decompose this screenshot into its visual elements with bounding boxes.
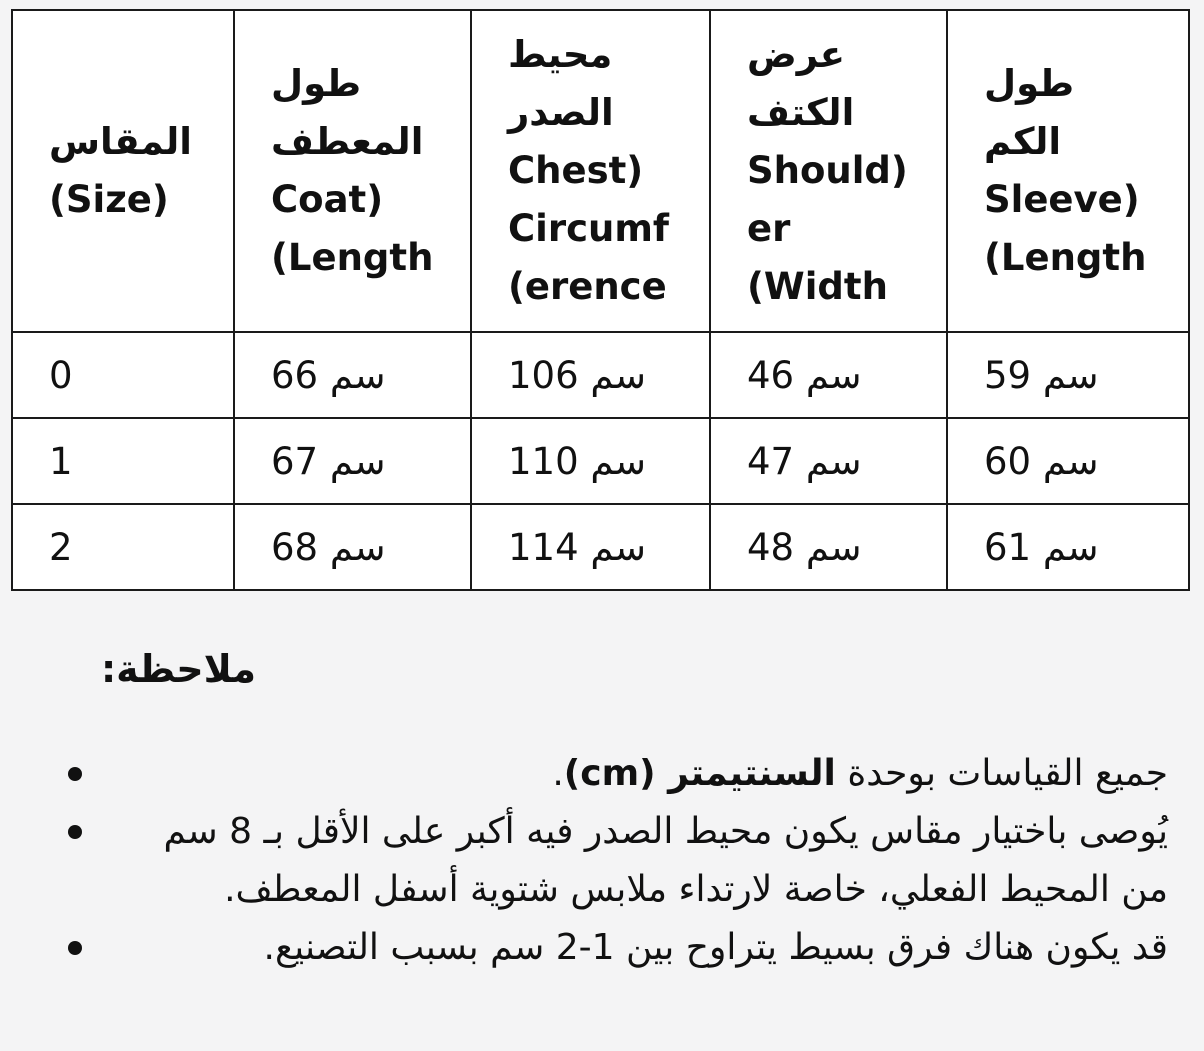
note-item-text: يُوصى باختيار مقاس يكون محيط الصدر فيه أكبر على الأقل بـ 8 سم من المحيط الفعلي، خاصة لارتداء ملابس شتوية أسفل المعطف. [163, 811, 1168, 910]
list-item [58, 745, 1168, 803]
header-line: الكتف [747, 91, 855, 134]
table-row [12, 504, 1189, 590]
bullet-icon [68, 767, 82, 781]
header-line: Chest) [508, 149, 644, 192]
cell-shoulder-width: 46 سم [710, 332, 947, 418]
list-item [58, 803, 1168, 919]
table-row [12, 418, 1189, 504]
header-coat-length [234, 10, 471, 332]
header-line: Should) [747, 149, 908, 192]
cell-coat-length: 68 سم [234, 504, 471, 590]
cell-size: 0 [12, 332, 234, 418]
cell-sleeve-length: 59 سم [947, 332, 1189, 418]
header-line: (erence [508, 265, 667, 308]
cell-coat-length: 66 سم [234, 332, 471, 418]
header-line: المقاس [49, 120, 192, 163]
header-line: الكم [984, 120, 1062, 163]
header-line: المعطف [271, 120, 424, 163]
cell-size: 2 [12, 504, 234, 590]
note-item-text-part: جميع القياسات بوحدة [835, 753, 1168, 794]
header-line: محيط [508, 33, 613, 76]
header-line: (Size) [49, 178, 169, 221]
note-list [58, 745, 1168, 977]
cell-shoulder-width: 47 سم [710, 418, 947, 504]
cell-chest-circumference: 110 سم [471, 418, 710, 504]
note-item-bold-text: السنتيمتر (cm) [563, 753, 836, 794]
bullet-icon [68, 825, 82, 839]
header-line: Coat) [271, 178, 384, 221]
note-item-text-part: . [552, 753, 564, 794]
header-line: عرض [747, 33, 846, 76]
table-row [12, 332, 1189, 418]
cell-chest-circumference: 114 سم [471, 504, 710, 590]
size-chart-table [11, 9, 1190, 591]
bullet-icon [68, 941, 82, 955]
header-line: (Length [984, 236, 1147, 279]
table-header-row [12, 10, 1189, 332]
header-line: er [747, 207, 791, 250]
cell-chest-circumference: 106 سم [471, 332, 710, 418]
note-section [0, 635, 1204, 1051]
header-size [12, 10, 234, 332]
header-line: الصدر [508, 91, 614, 134]
header-line: Circumf [508, 207, 670, 250]
header-line: طول [271, 62, 362, 105]
cell-sleeve-length: 61 سم [947, 504, 1189, 590]
note-item-text [108, 745, 1168, 803]
header-sleeve-length [947, 10, 1189, 332]
header-line: (Length [271, 236, 434, 279]
cell-shoulder-width: 48 سم [710, 504, 947, 590]
header-line: Sleeve) [984, 178, 1140, 221]
cell-coat-length: 67 سم [234, 418, 471, 504]
header-line: طول [984, 62, 1075, 105]
cell-size: 1 [12, 418, 234, 504]
header-line: (Width [747, 265, 888, 308]
cell-sleeve-length: 60 سم [947, 418, 1189, 504]
header-chest-circumference [471, 10, 710, 332]
header-shoulder-width [710, 10, 947, 332]
note-item-text: قد يكون هناك فرق بسيط يتراوح بين 1-2 سم بسبب التصنيع. [263, 927, 1168, 968]
list-item [58, 919, 1168, 977]
note-title: ملاحظة: [100, 647, 256, 691]
